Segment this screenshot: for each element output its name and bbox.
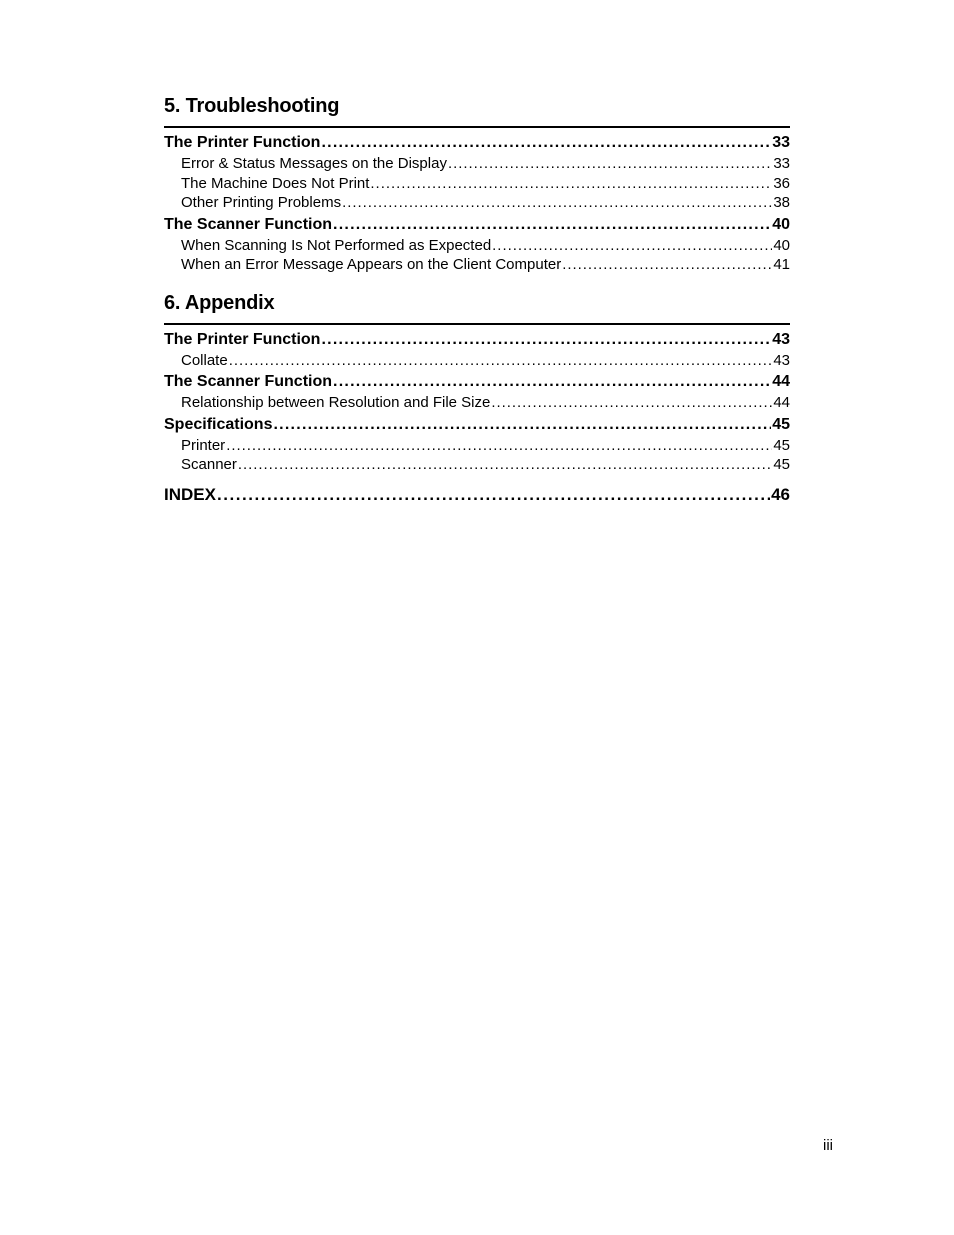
toc-entry-machine-does-not-print[interactable]: [164, 174, 790, 194]
toc-entry-page: 44: [773, 394, 790, 411]
toc-entry-printer[interactable]: [164, 436, 790, 456]
chapter-title: 6. Appendix: [164, 289, 790, 325]
toc-entry-other-printing-problems[interactable]: [164, 193, 790, 213]
toc-entry-page: 36: [773, 174, 790, 192]
toc-entry-printer-function[interactable]: [164, 329, 790, 351]
toc-entry-text: Scanner: [181, 456, 237, 473]
dot-leader: [238, 455, 772, 475]
chapter-title: 5. Troubleshooting: [164, 92, 790, 128]
toc-entry-printer-function[interactable]: [164, 132, 790, 154]
dot-leader: [492, 236, 772, 256]
dot-leader: [321, 132, 771, 154]
toc-entry-text: INDEX: [164, 484, 216, 504]
toc-entry-text: The Scanner Function: [164, 373, 333, 390]
dot-leader: [448, 154, 772, 174]
toc-entry-page: 43: [773, 351, 790, 369]
toc-entry-scanner-function[interactable]: [164, 371, 790, 393]
toc-entry-text: The Printer Function: [164, 330, 321, 348]
toc-entry-page: 33: [773, 155, 790, 172]
toc-entry-page: 46: [771, 484, 790, 504]
dot-leader: [333, 214, 771, 236]
toc-entry-page: 43: [772, 330, 790, 348]
toc-entry-collate[interactable]: [164, 351, 790, 371]
toc-entry-text: Error & Status Messages on the Display: [181, 155, 447, 172]
chapter-appendix: [164, 289, 790, 507]
dot-leader: [491, 393, 772, 413]
table-of-contents: [164, 92, 790, 521]
toc-entry-scanning-not-performed[interactable]: [164, 236, 790, 256]
toc-entry-page: 44: [772, 373, 790, 390]
toc-entry-scanner[interactable]: [164, 455, 790, 475]
toc-entry-page: 38: [773, 194, 790, 211]
dot-leader: [562, 255, 772, 275]
toc-entry-index[interactable]: [164, 483, 790, 507]
toc-entry-specifications[interactable]: [164, 414, 790, 436]
page-number: iii: [823, 1137, 833, 1154]
dot-leader: [217, 483, 770, 507]
chapter-troubleshooting: [164, 92, 790, 275]
toc-entry-page: 41: [773, 256, 790, 273]
toc-entry-resolution-file-size[interactable]: [164, 393, 790, 413]
toc-entry-text: The Printer Function: [164, 134, 321, 151]
dot-leader: [321, 329, 771, 351]
toc-entry-text: Specifications: [164, 415, 273, 433]
dot-leader: [273, 414, 771, 436]
dot-leader: [342, 193, 772, 213]
toc-entry-page: 45: [772, 415, 790, 433]
toc-entry-page: 40: [772, 215, 790, 233]
toc-entry-text: The Machine Does Not Print: [181, 174, 370, 192]
toc-entry-text: The Scanner Function: [164, 215, 333, 233]
toc-entry-page: 40: [773, 236, 790, 254]
toc-entry-text: When Scanning Is Not Performed as Expected: [181, 236, 492, 254]
toc-entry-text: Relationship between Resolution and File Size: [181, 394, 491, 411]
toc-entry-error-message-client[interactable]: [164, 255, 790, 275]
toc-entry-page: 33: [772, 134, 790, 151]
dot-leader: [229, 351, 773, 371]
toc-entry-text: Other Printing Problems: [181, 194, 342, 211]
toc-entry-error-status-messages[interactable]: [164, 154, 790, 174]
toc-entry-scanner-function[interactable]: [164, 214, 790, 236]
dot-leader: [370, 174, 772, 194]
toc-entry-text: Collate: [181, 351, 228, 369]
dot-leader: [226, 436, 772, 456]
dot-leader: [333, 371, 771, 393]
toc-entry-page: 45: [773, 456, 790, 473]
toc-entry-text: Printer: [181, 436, 226, 454]
toc-entry-text: When an Error Message Appears on the Client Computer: [181, 256, 562, 273]
toc-entry-page: 45: [773, 436, 790, 454]
